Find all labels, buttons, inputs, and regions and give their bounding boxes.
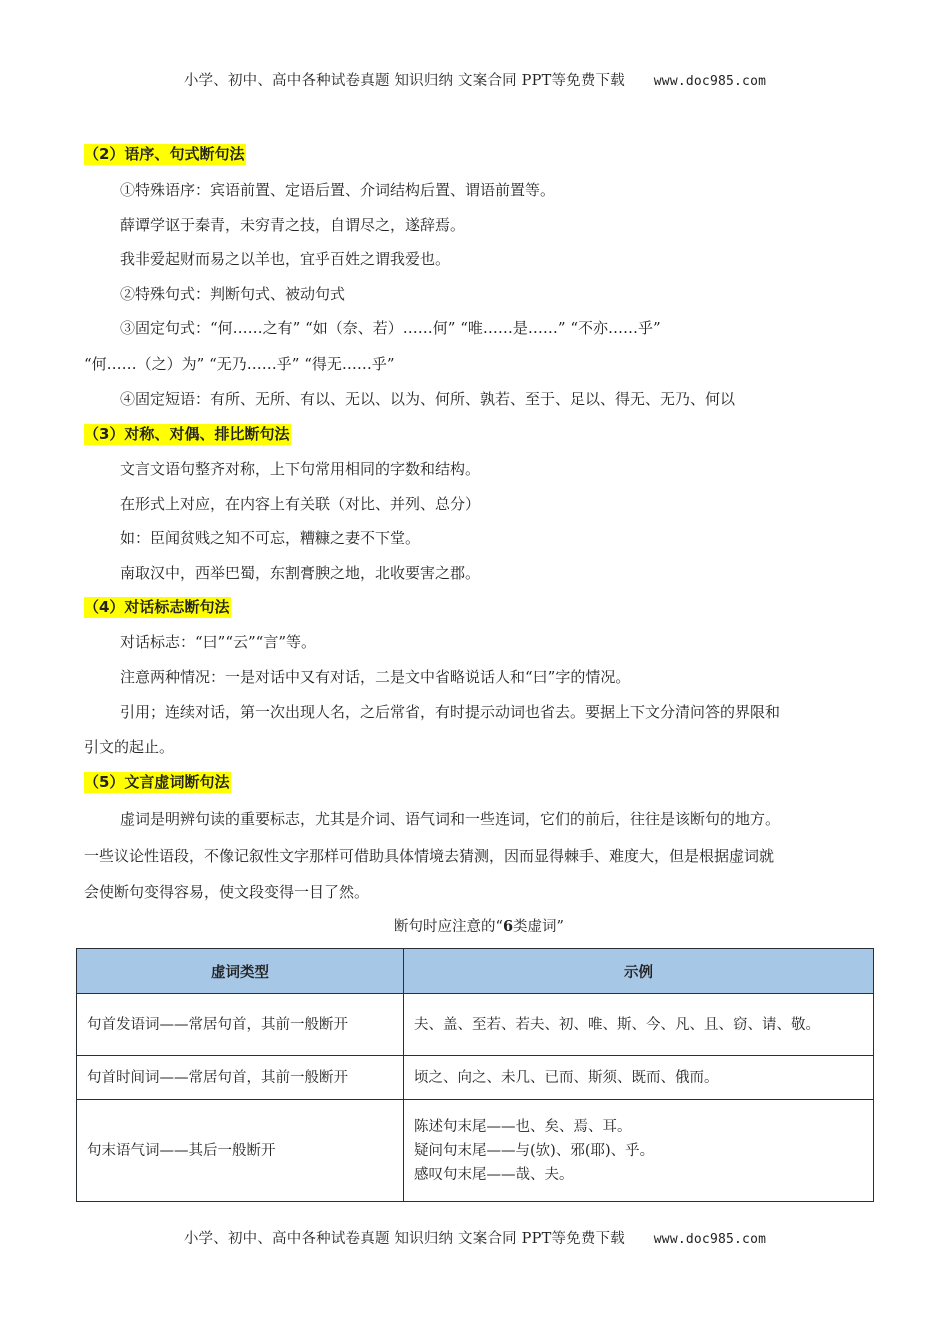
page-footer [0,1227,950,1248]
section-heading-4: （4）对话标志断句法 [84,598,230,616]
section-heading-5: （5）文言虚词断句法 [84,773,230,791]
paragraph: 会使断句变得容易，使文段变得一目了然。 [84,883,370,901]
column-header-examples: 示例 [404,949,874,994]
footer-url[interactable]: www.doc985.com [653,1232,767,1247]
paragraph: ②特殊句式：判断句式、被动句式 [120,285,346,303]
page-header [0,69,950,90]
footer-text: 小学、初中、高中各种试卷真题 知识归纳 文案合同 PPT等免费下载 [183,1231,625,1247]
cell-examples: 陈述句末尾——也、矣、焉、耳。 疑问句末尾——与(欤)、邪(耶)、乎。 感叹句末尾——哉、夫。 [404,1100,874,1202]
table-row [77,994,874,1056]
paragraph: 文言文语句整齐对称，上下句常用相同的字数和结构。 [120,460,481,478]
paragraph: ①特殊语序：宾语前置、定语后置、介词结构后置、谓语前置等。 [120,181,556,199]
paragraph: “何……（之）为” “无乃……乎” “得无……乎” [84,355,395,373]
paragraph: 注意两种情况：一是对话中又有对话，二是文中省略说话人和“曰”字的情况。 [120,668,631,686]
paragraph: 我非爱起财而易之以羊也，宜乎百姓之谓我爱也。 [120,250,451,268]
table-header-row [77,949,874,994]
paragraph: ③固定句式：“何……之有” “如（奈、若）……何” “唯……是……” “不亦……乎” [120,319,661,337]
table-row [77,1056,874,1100]
header-text: 小学、初中、高中各种试卷真题 知识归纳 文案合同 PPT等免费下载 [183,73,625,89]
function-words-table [76,948,874,1202]
section-heading-2: （2）语序、句式断句法 [84,145,245,163]
cell-type: 句首发语词——常居句首，其前一般断开 [77,994,404,1056]
table-row [77,1100,874,1202]
header-url[interactable]: www.doc985.com [653,74,767,89]
cell-examples: 顷之、向之、未几、已而、斯须、既而、俄而。 [404,1056,874,1100]
cell-examples: 夫、盖、至若、若夫、初、唯、斯、今、凡、且、窃、请、敬。 [404,994,874,1056]
column-header-type: 虚词类型 [77,949,404,994]
paragraph: 对话标志：“曰”“云”“言”等。 [120,633,317,651]
cell-type: 句末语气词——其后一般断开 [77,1100,404,1202]
paragraph: 在形式上对应，在内容上有关联（对比、并列、总分） [120,495,481,513]
paragraph: 一些议论性语段，不像记叙性文字那样可借助具体情境去猜测，因而显得棘手、难度大，但是根据虚词就 [84,847,775,865]
table-caption: 断句时应注意的“6类虚词” [394,918,564,935]
paragraph: 南取汉中，西举巴蜀，东割膏腴之地，北收要害之郡。 [120,564,481,582]
paragraph: 虚词是明辨句读的重要标志，尤其是介词、语气词和一些连词，它们的前后，往往是该断句的地方。 [120,810,781,828]
paragraph: 如：臣闻贫贱之知不可忘，糟糠之妻不下堂。 [120,529,421,547]
paragraph: 引用；连续对话，第一次出现人名，之后常省，有时提示动词也省去。要据上下文分清问答的界限和 [120,703,781,721]
paragraph: 薛谭学讴于秦青，未穷青之技，自谓尽之，遂辞焉。 [120,216,466,234]
cell-type: 句首时间词——常居句首，其前一般断开 [77,1056,404,1100]
paragraph: ④固定短语：有所、无所、有以、无以、以为、何所、孰若、至于、足以、得无、无乃、何以 [120,390,736,408]
paragraph: 引文的起止。 [84,738,175,756]
section-heading-3: （3）对称、对偶、排比断句法 [84,425,290,443]
